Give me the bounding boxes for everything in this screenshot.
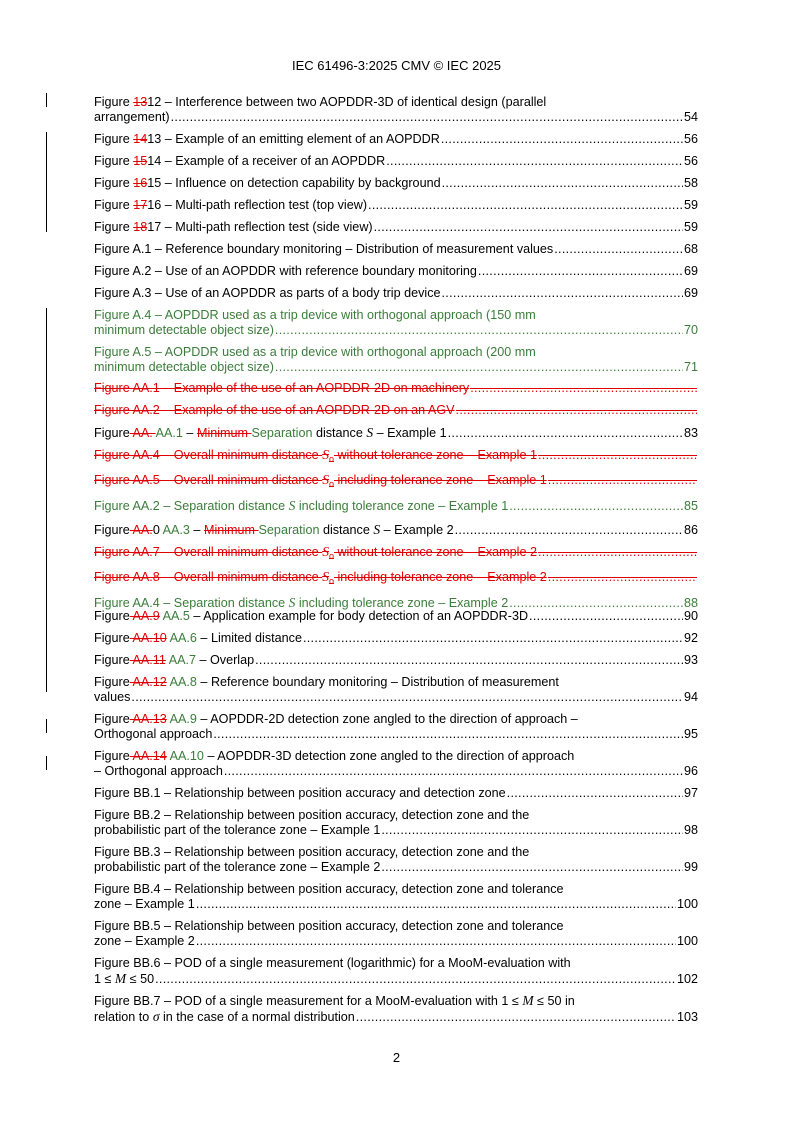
page-ref: 58 [683, 176, 698, 190]
dot-leader [275, 360, 683, 375]
entry-text-run: Figure BB.7 – POD of a single measurement for a MooM-evaluation with 1 ≤ [94, 994, 523, 1008]
toc-entry[interactable] [94, 345, 698, 375]
dot-leader [131, 690, 683, 705]
toc-entry[interactable] [94, 498, 698, 514]
entry-text-run: 13 [133, 95, 148, 109]
entry-title: arrangement) [94, 110, 170, 124]
entry-text-run: Figure [94, 653, 130, 667]
toc-entry[interactable] [94, 808, 698, 838]
entry-text-run: AA.10 [166, 749, 204, 763]
entry-text-run: 14 [133, 132, 148, 146]
entry-text-run: – AOPDDR-2D detection zone angled to the direction of approach – [196, 712, 578, 726]
entry-text-run: Figure BB.4 – Relationship between position accuracy, detection zone and tolerance [94, 882, 564, 896]
page-ref: 99 [683, 860, 698, 874]
entry-title [94, 544, 537, 564]
entry-title-line [94, 808, 698, 823]
entry-text-run: Figure [94, 220, 134, 234]
page-ref: 59 [683, 220, 698, 234]
toc-entry[interactable] [94, 286, 698, 301]
toc-entry[interactable] [94, 749, 698, 779]
entry-text-run: Figure A.4 – AOPDDR used as a trip device with orthogonal approach (150 mm [94, 308, 536, 322]
entry-text-run: Figure BB.2 – Relationship between position accuracy, detection zone and the [94, 808, 530, 822]
entry-text-run: – Application example for body detection of an AOPDDR-3D [189, 609, 529, 623]
entry-text-run: AA.12 [129, 675, 167, 689]
entry-text-run: 17 – Multi-path reflection test (side view) [147, 220, 373, 234]
dot-leader [368, 198, 683, 213]
entry-title-line [94, 308, 698, 323]
page-ref: 94 [683, 690, 698, 704]
page-ref: 88 [683, 596, 698, 610]
dot-leader [456, 403, 697, 418]
page-ref: 100 [676, 897, 698, 911]
entry-text-run: Separation [258, 523, 320, 537]
toc-entry[interactable] [94, 176, 698, 191]
page-header: IEC 61496-3:2025 CMV © IEC 2025 [291, 58, 502, 73]
entry-title: minimum detectable object size) [94, 360, 274, 374]
dot-leader [386, 154, 683, 169]
entry-title: Orthogonal approach [94, 727, 213, 741]
entry-text-run: 15 – Influence on detection capability by background [147, 176, 441, 190]
entry-title: probabilistic part of the tolerance zone – Example 1 [94, 823, 381, 837]
entry-title [94, 631, 302, 646]
entry-title-line [94, 882, 698, 897]
page-ref: 71 [683, 360, 698, 374]
entry-title-line [94, 956, 698, 971]
entry-text-run: Figure [94, 95, 134, 109]
entry-text-run: o [328, 576, 334, 586]
entry-text-run: including tolerance zone – Example 1 [295, 499, 509, 513]
entry-text-run: Figure AA.5 – Overall minimum distance [94, 473, 323, 487]
page-number: 2 [392, 1050, 401, 1065]
dot-leader [155, 972, 676, 987]
entry-text-run: distance [319, 523, 374, 537]
entry-title: – Orthogonal approach [94, 764, 223, 778]
entry-text-run: S [322, 544, 329, 559]
entry-title [94, 381, 469, 396]
entry-title-line [94, 919, 698, 934]
entry-text-run: 0 [152, 523, 163, 537]
entry-title [94, 569, 547, 589]
entry-text-run: Figure AA.1 – Example of the use of an AOPDDR-2D on machinery [94, 381, 470, 395]
entry-text-run: AA.3 [162, 523, 190, 537]
entry-text-run: Figure [94, 712, 130, 726]
entry-text-run: – Example 2 [380, 523, 454, 537]
dot-leader [196, 934, 676, 949]
entry-text-run: – Overlap [196, 653, 255, 667]
page-ref: 59 [683, 198, 698, 212]
dot-leader [381, 860, 683, 875]
entry-text-run: – [189, 523, 204, 537]
entry-text-run: without tolerance zone – Example 1 [333, 448, 537, 462]
page-ref: 54 [683, 110, 698, 124]
entry-text-run: Figure AA.2 – Separation distance [94, 499, 289, 513]
entry-title [94, 1009, 355, 1025]
entry-title-line [94, 95, 698, 110]
dot-leader [478, 264, 683, 279]
entry-title [94, 220, 373, 235]
entry-text-run: M [522, 993, 534, 1008]
toc-entry[interactable] [94, 919, 698, 949]
toc-entry[interactable] [94, 308, 698, 338]
entry-text-run: Figure A.2 – Use of an AOPDDR with reference boundary monitoring [94, 264, 477, 278]
entry-text-run: o [328, 479, 334, 489]
entry-title-line [94, 749, 698, 764]
page-ref: 90 [683, 609, 698, 623]
entry-text-run: relation to [94, 1010, 153, 1024]
toc-entry[interactable] [94, 993, 698, 1025]
entry-text-run: o [328, 551, 334, 561]
entry-text-run: without tolerance zone – Example 2 [333, 545, 537, 559]
entry-text-run: AA.5 [159, 609, 190, 623]
entry-text-run: 15 [133, 154, 148, 168]
entry-title [94, 425, 447, 441]
entry-text-run: Figure AA.2 – Example of the use of an AOPDDR-2D on an AGV [94, 403, 455, 417]
entry-text-run: Figure BB.5 – Relationship between position accuracy, detection zone and tolerance [94, 919, 564, 933]
entry-text-run: ≤ 50 [126, 972, 155, 986]
dot-leader [548, 473, 697, 488]
entry-text-run: AA.8 [166, 675, 197, 689]
entry-text-run: S [373, 522, 381, 537]
page-ref: 85 [683, 499, 698, 513]
entry-text-run: 16 [133, 176, 148, 190]
entry-title-line [94, 712, 698, 727]
entry-text-run: AA.11 [129, 653, 166, 667]
dot-leader [441, 132, 683, 147]
entry-text-run: – Example 1 [373, 426, 447, 440]
entry-text-run: Figure AA.4 – Separation distance [94, 596, 289, 610]
entry-text-run: AA.1 [155, 426, 183, 440]
dot-leader [470, 381, 697, 396]
entry-text-run: Separation [251, 426, 313, 440]
entry-text-run: 16 – Multi-path reflection test (top view) [147, 198, 368, 212]
entry-title [94, 403, 455, 418]
entry-text-run: AA.14 [129, 749, 167, 763]
dot-leader [196, 897, 676, 912]
entry-title: zone – Example 1 [94, 897, 195, 911]
entry-text-run: AA.6 [166, 631, 197, 645]
entry-text-run: AA.10 [129, 631, 167, 645]
entry-text-run: Figure [94, 198, 134, 212]
entry-text-run: ≤ 50 in [533, 994, 575, 1008]
entry-title [94, 498, 508, 514]
entry-text-run: 13 – Example of an emitting element of an AOPDDR [147, 132, 440, 146]
entry-text-run: distance [312, 426, 367, 440]
entry-text-run: AA.9 [129, 609, 160, 623]
dot-leader [374, 220, 683, 235]
page-ref: 69 [683, 264, 698, 278]
entry-text-run: AA.7 [165, 653, 196, 667]
entry-title [94, 522, 454, 538]
entry-text-run: o [328, 454, 334, 464]
entry-text-run: – AOPDDR-3D detection zone angled to the direction of approach [203, 749, 575, 763]
entry-text-run: Figure [94, 154, 134, 168]
toc-entry[interactable] [94, 653, 698, 668]
dot-leader [275, 323, 683, 338]
entry-text-run: Figure [94, 631, 130, 645]
entry-title: probabilistic part of the tolerance zone – Example 2 [94, 860, 381, 874]
dot-leader [442, 286, 683, 301]
toc-entry[interactable] [94, 609, 698, 624]
entry-title: zone – Example 2 [94, 934, 195, 948]
entry-text-run: Figure [94, 176, 134, 190]
page-ref: 98 [683, 823, 698, 837]
entry-text-run: Minimum [203, 523, 259, 537]
page-ref: 97 [683, 786, 698, 800]
page-ref: 92 [683, 631, 698, 645]
toc-entry[interactable] [94, 544, 698, 564]
entry-title [94, 653, 254, 668]
entry-text-run: Figure AA.8 – Overall minimum distance [94, 570, 323, 584]
dot-leader [509, 499, 683, 514]
toc-entry[interactable] [94, 95, 698, 125]
entry-title: minimum detectable object size) [94, 323, 274, 337]
dot-leader [171, 110, 683, 125]
entry-title [94, 176, 441, 191]
toc-entry[interactable] [94, 956, 698, 987]
toc-entry[interactable] [94, 712, 698, 742]
entry-title [94, 447, 537, 467]
page-ref: 83 [683, 426, 698, 440]
entry-text-run: M [114, 971, 127, 986]
entry-title [94, 132, 440, 147]
page-ref: 100 [676, 934, 698, 948]
entry-text-run: 17 [133, 198, 148, 212]
dot-leader [455, 523, 683, 538]
dot-leader [529, 609, 683, 624]
toc-entry[interactable] [94, 132, 698, 147]
entry-text-run: Figure A.3 – Use of an AOPDDR as parts of a body trip device [94, 286, 441, 300]
dot-leader [224, 764, 683, 779]
toc-entry[interactable] [94, 447, 698, 467]
page-ref: 56 [683, 154, 698, 168]
toc-entry[interactable] [94, 522, 698, 538]
entry-text-run: Figure BB.3 – Relationship between position accuracy, detection zone and the [94, 845, 530, 859]
page-ref: 103 [676, 1010, 698, 1024]
toc-entry[interactable] [94, 242, 698, 257]
entry-text-run: S [288, 498, 296, 513]
dot-leader [213, 727, 683, 742]
entry-text-run: Figure AA.7 – Overall minimum distance [94, 545, 323, 559]
toc-entry[interactable] [94, 631, 698, 646]
entry-text-run: including tolerance zone – Example 2 [333, 570, 547, 584]
toc-entry[interactable] [94, 786, 698, 801]
entry-title [94, 286, 441, 301]
entry-text-run: Figure AA.4 – Overall minimum distance [94, 448, 323, 462]
change-bar [46, 756, 47, 770]
entry-text-run: Minimum [196, 426, 252, 440]
entry-text-run: 14 – Example of a receiver of an AOPDDR [147, 154, 386, 168]
dot-leader [538, 545, 697, 560]
entry-title [94, 198, 367, 213]
toc-entry[interactable] [94, 569, 698, 589]
entry-text-run: – Reference boundary monitoring – Distribution of measurement [196, 675, 559, 689]
toc-entry[interactable] [94, 845, 698, 875]
dot-leader [255, 653, 683, 668]
change-bar [46, 719, 47, 733]
entry-text-run: 1 ≤ [94, 972, 115, 986]
entry-title [94, 242, 553, 257]
dot-leader [356, 1010, 676, 1025]
entry-text-run: – [182, 426, 197, 440]
entry-text-run: including tolerance zone – Example 1 [333, 473, 547, 487]
dot-leader [548, 570, 697, 585]
entry-text-run: 12 – Interference between two AOPDDR-3D of identical design (parallel [147, 95, 547, 109]
entry-text-run: Figure [94, 749, 130, 763]
change-bar [46, 93, 47, 107]
entry-text-run: Figure [94, 609, 130, 623]
entry-text-run: AA.9 [166, 712, 197, 726]
page-ref: 68 [683, 242, 698, 256]
toc-entry[interactable] [94, 198, 698, 213]
toc-entry[interactable] [94, 154, 698, 169]
entry-title-line [94, 845, 698, 860]
entry-text-run: Figure BB.1 – Relationship between position accuracy and detection zone [94, 786, 506, 800]
entry-text-run: Figure A.1 – Reference boundary monitoring – Distribution of measurement values [94, 242, 554, 256]
entry-text-run: S [322, 569, 329, 584]
entry-title [94, 472, 547, 492]
dot-leader [507, 786, 683, 801]
entry-title-line [94, 345, 698, 360]
page-ref: 56 [683, 132, 698, 146]
toc-entry[interactable] [94, 882, 698, 912]
page-ref: 93 [683, 653, 698, 667]
toc-entry[interactable] [94, 403, 698, 418]
dot-leader [303, 631, 683, 646]
change-bar [46, 308, 47, 692]
entry-text-run: – Limited distance [196, 631, 302, 645]
change-bar [46, 132, 47, 232]
entry-text-run: AA. [129, 426, 156, 440]
entry-title [94, 154, 385, 169]
toc-entry[interactable] [94, 472, 698, 492]
page-ref: 70 [683, 323, 698, 337]
entry-title-line [94, 675, 698, 690]
entry-text-run: Figure [94, 132, 134, 146]
entry-title [94, 609, 528, 624]
entry-text-run: S [288, 595, 296, 610]
entry-title [94, 971, 154, 987]
entry-text-run: AA.13 [129, 712, 167, 726]
entry-text-run: Figure [94, 523, 130, 537]
dot-leader [381, 823, 683, 838]
dot-leader [538, 448, 697, 463]
page-ref: 69 [683, 286, 698, 300]
page-ref: 96 [683, 764, 698, 778]
entry-text-run: S [322, 447, 329, 462]
entry-text-run: AA. [129, 523, 153, 537]
toc-entry[interactable] [94, 675, 698, 705]
dot-leader [448, 426, 683, 441]
entry-text-run: S [366, 425, 374, 440]
entry-text-run: Figure [94, 675, 130, 689]
toc-entry[interactable] [94, 264, 698, 279]
entry-title-line [94, 993, 698, 1009]
entry-text-run: 18 [133, 220, 148, 234]
entry-text-run: S [322, 472, 329, 487]
entry-text-run: Figure A.5 – AOPDDR used as a trip device with orthogonal approach (200 mm [94, 345, 536, 359]
entry-title: values [94, 690, 131, 704]
entry-text-run: in the case of a normal distribution [159, 1010, 355, 1024]
toc-entry[interactable] [94, 220, 698, 235]
entry-text-run: Figure BB.6 – POD of a single measurement (logarithmic) for a MooM-evaluation with [94, 956, 571, 970]
entry-title [94, 264, 477, 279]
dot-leader [442, 176, 683, 191]
dot-leader [554, 242, 683, 257]
toc-entry[interactable] [94, 381, 698, 396]
page-ref: 95 [683, 727, 698, 741]
entry-text-run: σ [152, 1009, 160, 1024]
entry-text-run: Figure [94, 426, 130, 440]
page-ref: 102 [676, 972, 698, 986]
entry-text-run: including tolerance zone – Example 2 [295, 596, 509, 610]
entry-title [94, 786, 506, 801]
toc-entry[interactable] [94, 425, 698, 441]
page-ref: 86 [683, 523, 698, 537]
